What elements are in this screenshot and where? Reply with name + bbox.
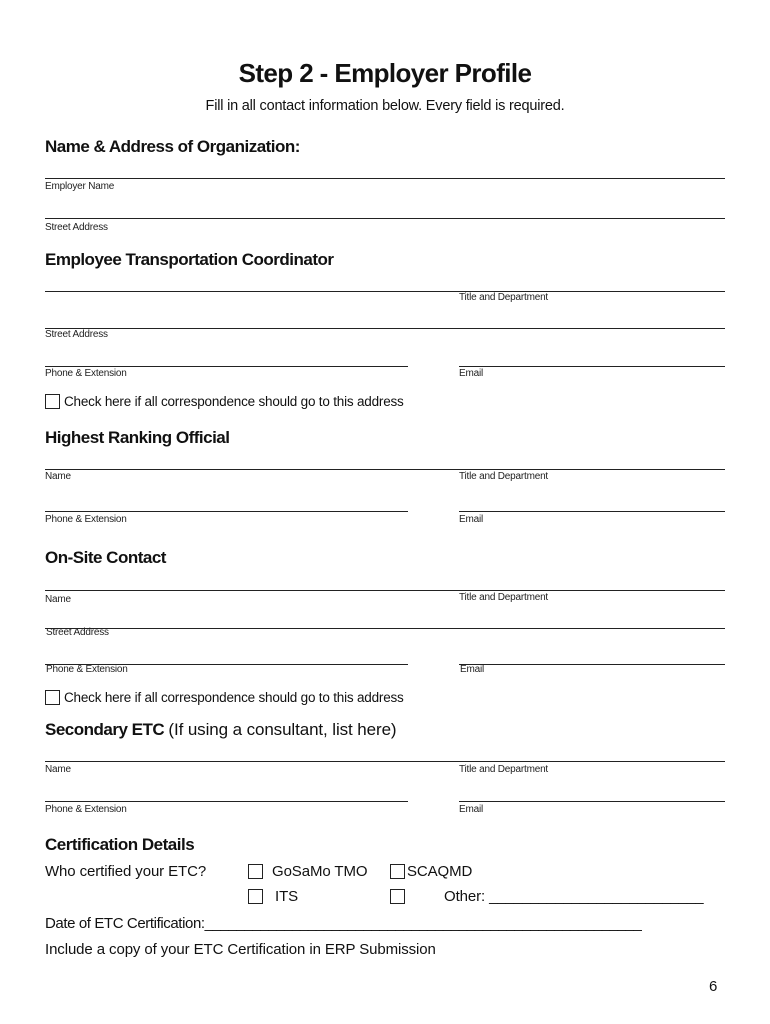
- onsite-street-address-label: Street Address: [46, 627, 109, 638]
- other-label[interactable]: Other: __________________________: [444, 888, 704, 905]
- etc-correspondence-checkbox[interactable]: [45, 394, 60, 409]
- onsite-title-dept-label: Title and Department: [459, 592, 549, 603]
- etc-correspondence-label: Check here if all correspondence should go to this address: [64, 394, 404, 409]
- cert-section-heading: Certification Details: [45, 835, 195, 854]
- page-title: Step 2 - Employer Profile: [238, 58, 532, 88]
- page-number: 6: [709, 978, 718, 995]
- etc-email-label: Email: [459, 368, 484, 379]
- its-label: ITS: [275, 888, 299, 905]
- its-checkbox[interactable]: [248, 889, 263, 904]
- etc-name-title-field[interactable]: [45, 291, 725, 292]
- hro-phone-label: Phone & Extension: [45, 514, 127, 525]
- onsite-correspondence-label: Check here if all correspondence should go to this address: [64, 690, 404, 705]
- secondary-email-label: Email: [459, 804, 484, 815]
- secondary-section-heading: [45, 720, 397, 740]
- org-street-address-field[interactable]: [45, 218, 725, 219]
- onsite-section-heading: On-Site Contact: [45, 548, 166, 567]
- onsite-correspondence-check-row[interactable]: [45, 690, 404, 705]
- onsite-name-label: Name: [45, 594, 71, 605]
- scaqmd-label: SCAQMD: [407, 863, 473, 880]
- onsite-email-field[interactable]: [459, 664, 725, 665]
- secondary-email-field[interactable]: [459, 801, 725, 802]
- onsite-street-address-field[interactable]: [45, 628, 725, 629]
- secondary-heading-text: Secondary ETC: [45, 720, 165, 739]
- other-checkbox[interactable]: [390, 889, 405, 904]
- onsite-phone-label: Phone & Extension: [46, 664, 128, 675]
- etc-title-dept-label: Title and Department: [459, 292, 549, 303]
- onsite-name-title-field[interactable]: [45, 590, 725, 591]
- onsite-email-label: Email: [460, 664, 485, 675]
- employer-name-field[interactable]: [45, 178, 725, 179]
- etc-street-address-field[interactable]: [45, 328, 725, 329]
- secondary-name-label: Name: [45, 764, 71, 775]
- page-subtitle: Fill in all contact information below. Every field is required.: [205, 98, 565, 114]
- cert-date-line[interactable]: Date of ETC Certification:_______________________________________________________: [45, 915, 642, 932]
- hro-email-field[interactable]: [459, 511, 725, 512]
- hro-phone-field[interactable]: [45, 511, 408, 512]
- org-section-heading: Name & Address of Organization:: [45, 137, 300, 156]
- hro-name-label: Name: [45, 471, 71, 482]
- etc-street-address-label: Street Address: [45, 329, 108, 340]
- etc-phone-label: Phone & Extension: [45, 368, 127, 379]
- etc-correspondence-check-row[interactable]: [45, 394, 404, 409]
- etc-section-heading: Employee Transportation Coordinator: [45, 250, 334, 269]
- hro-title-dept-label: Title and Department: [459, 471, 549, 482]
- hro-name-title-field[interactable]: [45, 469, 725, 470]
- secondary-title-dept-label: Title and Department: [459, 764, 549, 775]
- scaqmd-checkbox[interactable]: [390, 864, 405, 879]
- secondary-heading-note: (If using a consultant, list here): [168, 720, 397, 739]
- org-street-address-label: Street Address: [45, 222, 108, 233]
- hro-section-heading: Highest Ranking Official: [45, 428, 230, 447]
- gosamo-label: GoSaMo TMO: [272, 863, 368, 880]
- hro-email-label: Email: [459, 514, 484, 525]
- gosamo-checkbox[interactable]: [248, 864, 263, 879]
- employer-name-label: Employer Name: [45, 181, 115, 192]
- etc-email-field[interactable]: [459, 366, 725, 367]
- secondary-name-title-field[interactable]: [45, 761, 725, 762]
- onsite-correspondence-checkbox[interactable]: [45, 690, 60, 705]
- secondary-phone-field[interactable]: [45, 801, 408, 802]
- etc-phone-field[interactable]: [45, 366, 408, 367]
- cert-question: Who certified your ETC?: [45, 863, 207, 880]
- cert-include-note: Include a copy of your ETC Certification in ERP Submission: [45, 941, 436, 958]
- secondary-phone-label: Phone & Extension: [45, 804, 127, 815]
